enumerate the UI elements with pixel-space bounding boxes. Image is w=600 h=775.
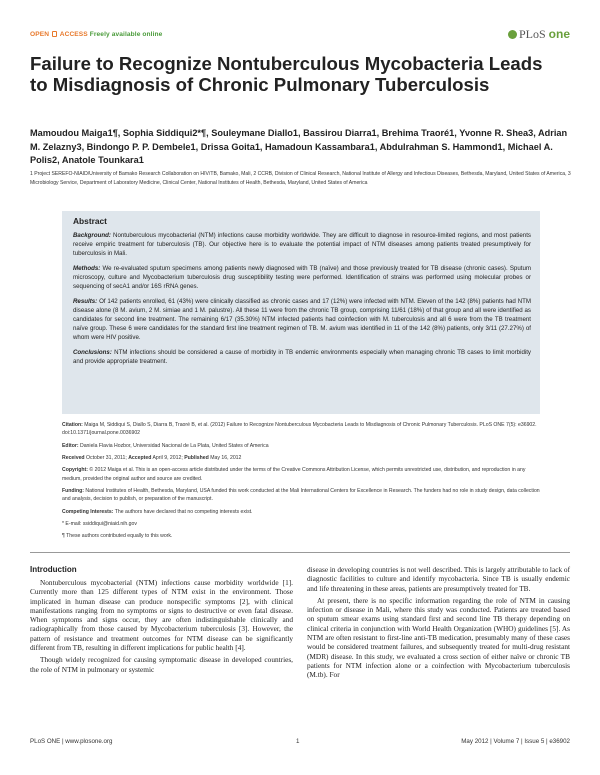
abstract-results: [73, 297, 531, 342]
results-label: Results:: [73, 298, 98, 305]
contact-email[interactable]: * E-mail: ssiddiqui@niaid.nih.gov: [62, 520, 137, 527]
oa-free-label: Freely available online: [89, 31, 163, 38]
article-title: Failure to Recognize Nontuberculous Mycobacteria Leads to Misdiagnosis of Chronic Pulmonary Tuberculosis: [30, 53, 543, 95]
plos-logo-icon: [508, 30, 517, 39]
results-text: Of 142 patients enrolled, 61 (43%) were clinically classified as chronic cases and 17 (12%) were infected with NTM. Eleven of the 142 (8%) patients had NTM disease alone (8 M. avium, 2 M. simiae and 1 M. palustre). All these 11 were from the chronic TB group, comprising 11/61 (18%) of that group and all were identified as candidates for second line treatment. The remaining 6/17 (35.30%) NTM infected patients had coinfection with M. tuberculosis and all 6 were from the TB treatment naïve group. These 6 were candidates for the standard first line treatment regimen of TB. M. avium was identified in 11 of the 142 (8%) patients, only 3/11 (27.27%) of whom were HIV positive.: [73, 298, 531, 341]
funding-text: National Institutes of Health, Bethesda, Maryland, USA funded this work conducted at the Mali International Centers for Excellence in Research. The funders had no role in study design, data collection and analysis, decision to publish, or preparation of the manuscript.: [62, 487, 540, 503]
abstract-background: [73, 231, 531, 258]
journal-header: [30, 27, 570, 45]
oa-prefix: OPEN: [30, 31, 50, 38]
plos-one-logo: [508, 27, 570, 42]
equal-contribution-note: ¶ These authors contributed equally to this work.: [62, 533, 173, 540]
citation: [62, 421, 540, 437]
copyright-label: Copyright:: [62, 467, 88, 474]
copyright: [62, 466, 540, 482]
accepted-label: Accepted: [128, 454, 152, 461]
page-number: 1: [296, 738, 300, 745]
accepted-date: April 9, 2012;: [151, 454, 185, 461]
intro-paragraph-4: At present, there is no specific information regarding the role of NTM in causing infection or disease in Mali, where this study was conducted. Patients are treated based on sputum smear exams using standard first and second line TB therapy depending on clinical criteria in conjunction with World Health Organization (WHO) guidelines [5]. As NTM are often resistant to first-line anti-TB medication, presumably many of these cases would be considered treatment failures, and subsequently treated for multi-drug resistant (MDR) disease. In this study, we evaluated a cross section of either naïve or chronic TB patients for NTM infection alone or a coinfection with Mycobacterium tuberculosis (M.tb). For: [307, 595, 570, 680]
open-access-banner: [30, 31, 162, 38]
funding: [62, 487, 540, 503]
background-label: Background:: [73, 232, 111, 239]
conclusions-text: NTM infections should be considered a cause of morbidity in TB endemic environments especially when managing chronic TB cases to limit morbidity and provide appropriate treatment.: [73, 349, 531, 365]
intro-paragraph-2: Though widely recognized for causing symptomatic disease in developed countries, the role of NTM in pulmonary or systemic: [30, 655, 293, 674]
received-date: October 31, 2011;: [84, 454, 129, 461]
copyright-text: © 2012 Maiga et al. This is an open-access article distributed under the terms of the Creative Commons Attribution License, which permits unrestricted use, distribution, and reproduction in any medium, provided the original author and source are credited.: [62, 467, 526, 482]
oa-access: ACCESS: [59, 31, 88, 38]
editor-label: Editor:: [62, 442, 79, 449]
introduction-heading: Introduction: [30, 565, 77, 574]
received-label: Received: [62, 454, 85, 461]
background-text: Nontuberculous mycobacterial (NTM) infections cause morbidity worldwide. They are difficult to diagnose in resource-limited regions, and most patients receive empiric treatment for tuberculosis (TB). Our objective here is to evaluate the potential impact of NTM diseases among patients treated presumptively for tuberculosis in Mali.: [73, 232, 531, 257]
editor: [62, 442, 540, 450]
conclusions-label: Conclusions:: [73, 349, 112, 356]
abstract-conclusions: [73, 348, 531, 366]
competing-label: Competing Interests:: [62, 508, 114, 515]
citation-label: Citation:: [62, 422, 83, 428]
abstract-box: [62, 211, 540, 414]
intro-paragraph-3: disease in developing countries is not well described. This is largely attributable to lack of diagnostic facilities to culture and identify mycobacteria. Since TB is usually endemic and life threatening in these areas, patients are presumptively treated for TB.: [307, 565, 570, 593]
methods-label: Methods:: [73, 265, 101, 272]
published-label: Published: [184, 454, 209, 461]
dates: [62, 454, 540, 462]
footer-issue: May 2012 | Volume 7 | Issue 5 | e36902: [461, 738, 570, 745]
logo-one: one: [548, 27, 570, 41]
abstract-heading: Abstract: [73, 216, 107, 226]
footer-journal: PLoS ONE | www.plosone.org: [30, 738, 113, 745]
section-divider: [30, 552, 570, 553]
logo-plos: PLoS: [518, 27, 546, 41]
affiliations: 1 Project SEREFO-NIAID/University of Bamako Research Collaboration on HIV/TB, Bamako, Mali, 2 CCRB, Division of Clinical Research, National Institute of Allergy and Infectious Diseases, Bethesda, Maryland, United States of America, 3 Microbiology Service, Department of Laboratory Medicine, Clinical Center, National Institutes of Health, Bethesda, Maryland, United States of America: [30, 171, 571, 186]
author-list: Mamoudou Maiga1¶, Sophia Siddiqui2*¶, Souleymane Diallo1, Bassirou Diarra1, Brehima Traoré1, Yvonne R. Shea3, Adrian M. Zelazny3, Bindongo P. P. Dembele1, Drissa Goita1, Hamadoun Kassambara1, Abdulrahman S. Hammond1, Michael A. Polis2, Anatole Tounkara1: [30, 128, 568, 165]
funding-label: Funding:: [62, 487, 84, 494]
intro-paragraph-1: Nontuberculous mycobacterial (NTM) infections cause morbidity worldwide [1]. Currently more than 125 different types of NTM exist in the environment. Those implicated in human disease can produce nonspecific symptoms [2], with clinical manifestations ranging from no symptoms or signs to destructive or even fatal disease. When symptoms and signs occur, they are often indistinguishable clinically and radiographically from those caused by Mycobacterium tuberculosis [3]. However, the pattern of resistance and treatment outcomes for NTM disease can be significantly different from TB, resulting in different implications for public health [4].: [30, 578, 293, 653]
article-metadata: [62, 421, 540, 545]
right-column: [307, 565, 570, 683]
published-date: May 16, 2012: [208, 454, 242, 461]
citation-text: Maiga M, Siddiqui S, Diallo S, Diarra B, Traoré B, et al. (2012) Failure to Recognize Nontuberculous Mycobacteria Leads to Misdiagnosis of Chronic Pulmonary Tuberculosis. PLoS ONE 7(5): e36902. doi:10.1371/journal.pone.0036902: [62, 422, 537, 437]
open-lock-icon: [52, 31, 57, 37]
left-column: [30, 578, 293, 677]
competing-text: The authors have declared that no competing interests exist.: [113, 508, 253, 515]
abstract-methods: [73, 264, 531, 291]
competing-interests: [62, 508, 540, 516]
methods-text: We re-evaluated sputum specimens among patients newly diagnosed with TB (naïve) and those previously treated for TB disease (chronic cases). Sputum microscopy, culture and Mycobacterium tuberculosis drug susceptibility testing were performed. Identification of strains was performed using molecular probes or sequencing of secA1 and/or 16S rRNA genes.: [73, 265, 531, 290]
editor-text: Daniela Flavia Hozbor, Universidad Nacional de La Plata, United States of America: [78, 442, 269, 449]
